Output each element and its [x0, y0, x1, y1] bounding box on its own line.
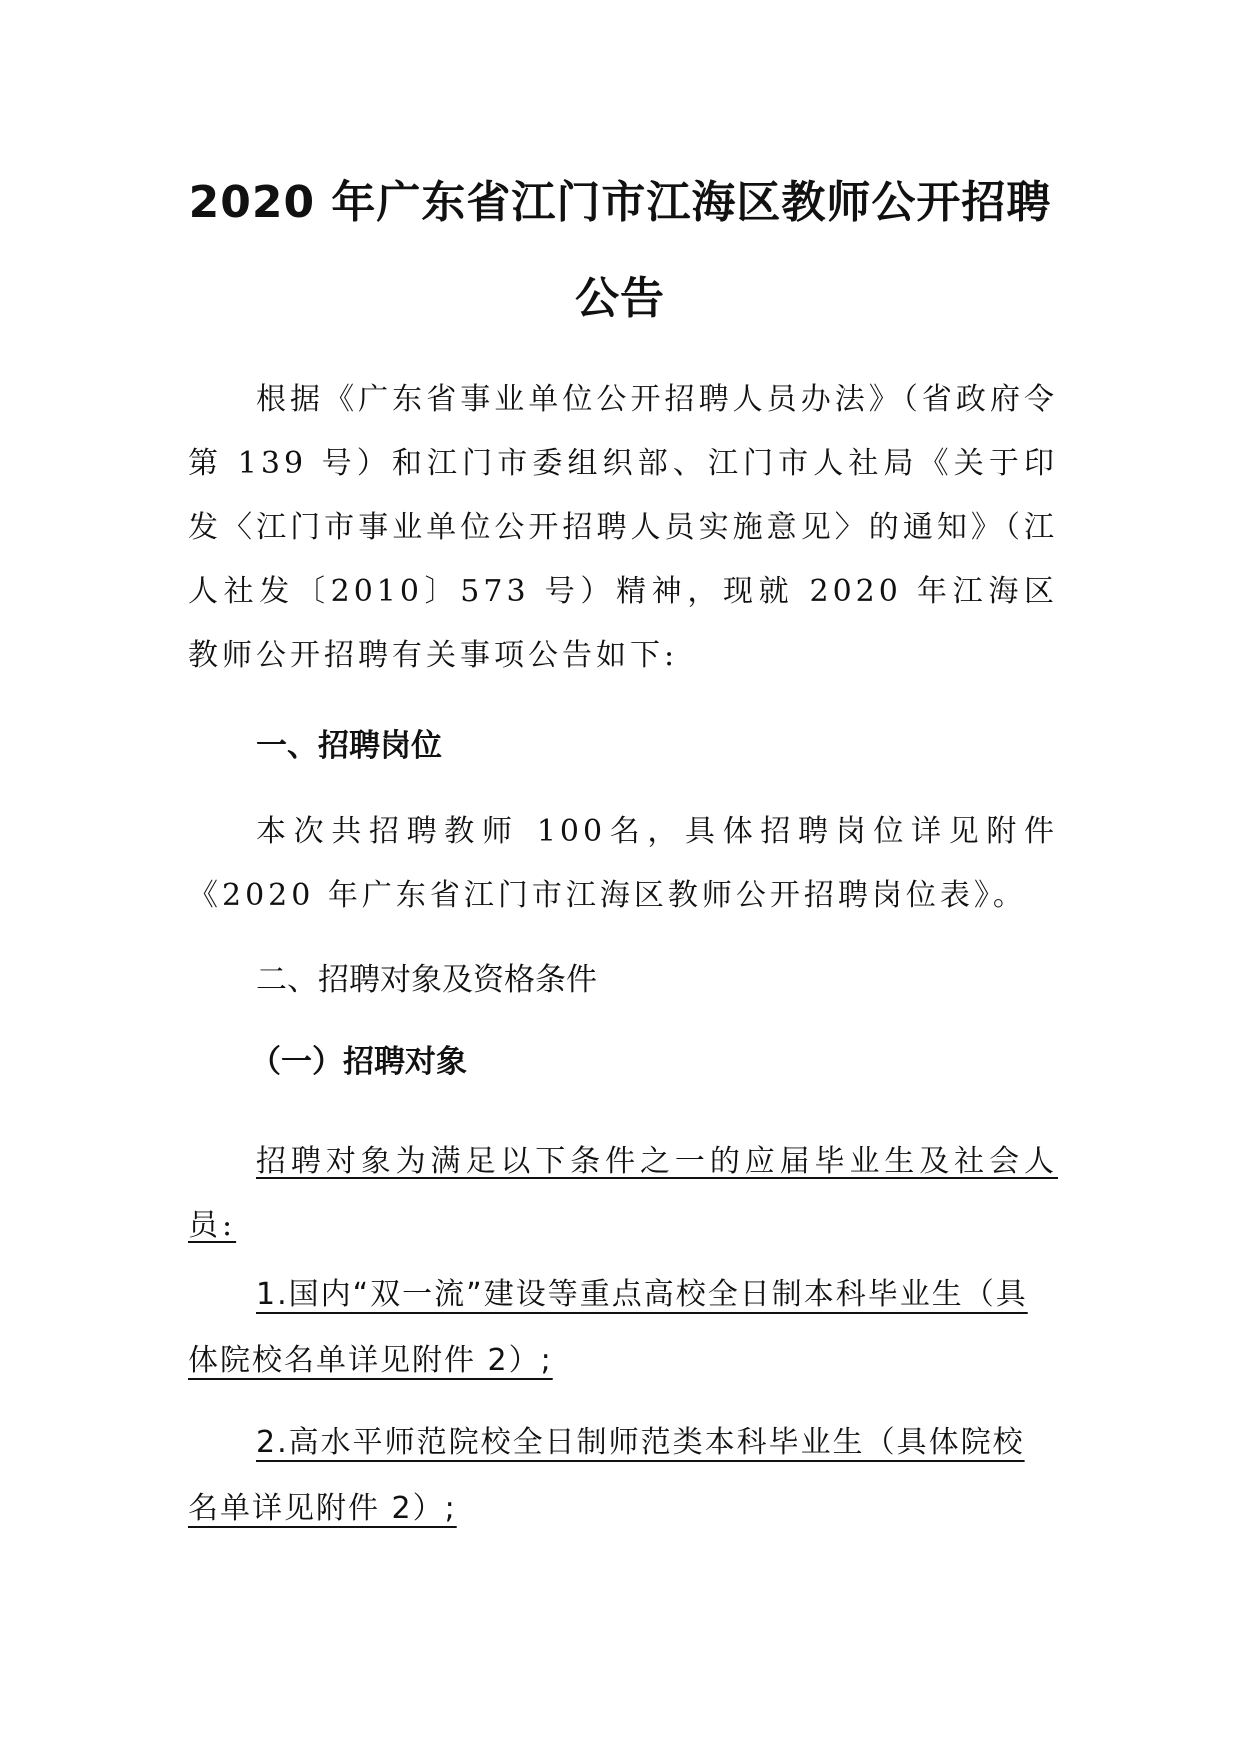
subsection-1-paragraph-text: 招聘对象为满足以下条件之一的应届毕业生及社会人员: — [188, 1144, 1058, 1243]
list-item-text-2: 2.高水平师范院校全日制师范类本科毕业生（具体院校名单详见附件 2）; — [188, 1425, 1025, 1526]
section-1-paragraph: 本次共招聘教师 100名，具体招聘岗位详见附件《2020 年广东省江门市江海区教师公开招聘岗位表》。 — [188, 814, 1058, 913]
subsection-1-paragraph — [188, 1130, 1058, 1258]
section-1-heading: 一、招聘岗位 — [256, 728, 442, 764]
section-2-heading: 二、招聘对象及资格条件 — [256, 962, 597, 998]
list-item — [188, 1262, 1038, 1394]
list-item — [188, 1410, 1038, 1542]
intro-paragraph: 根据《广东省事业单位公开招聘人员办法》（省政府令第 139 号）和江门市委组织部、江门市人社局《关于印发〈江门市事业单位公开招聘人员实施意见〉的通知》（江人社发〔2010〕573 号）精神，现就 2020 年江海区教师公开招聘有关事项公告如下: — [188, 382, 1058, 673]
subsection-1-heading: （一）招聘对象 — [250, 1044, 467, 1080]
list-item-text-1: 1.国内“双一流”建设等重点高校全日制本科毕业生（具体院校名单详见附件 2）; — [188, 1277, 1028, 1378]
document-title-line-2: 公告 — [575, 273, 665, 324]
document-title-line-1: 2020 年广东省江门市江海区教师公开招聘 — [188, 177, 1052, 228]
